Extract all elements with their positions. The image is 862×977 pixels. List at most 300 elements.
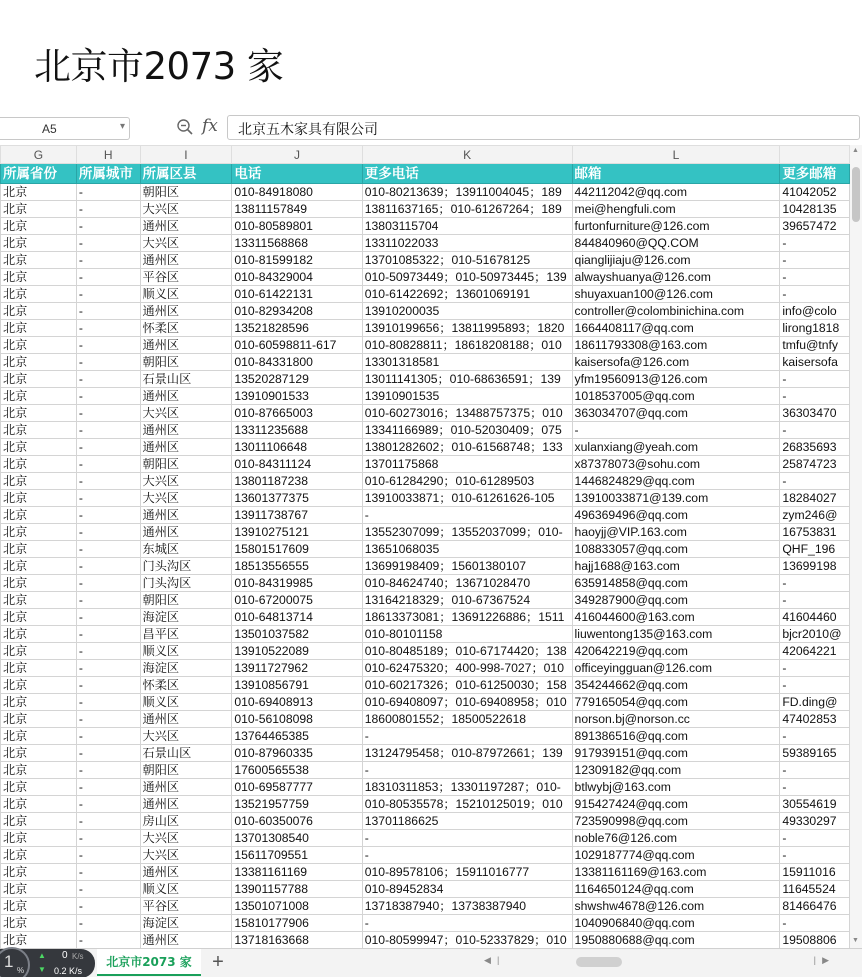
- table-cell[interactable]: 北京: [1, 337, 77, 354]
- table-cell[interactable]: -: [76, 439, 140, 456]
- table-cell[interactable]: 635914858@qq.com: [572, 575, 780, 592]
- table-cell[interactable]: 北京: [1, 745, 77, 762]
- table-cell[interactable]: -: [362, 915, 572, 932]
- table-cell[interactable]: 1040906840@qq.com: [572, 915, 780, 932]
- column-letter[interactable]: [780, 146, 850, 164]
- table-cell[interactable]: -: [76, 847, 140, 864]
- plus-icon[interactable]: +: [212, 951, 224, 973]
- table-cell[interactable]: 81466476: [780, 898, 850, 915]
- table-cell[interactable]: 北京: [1, 643, 77, 660]
- table-cell[interactable]: 13701175868: [362, 456, 572, 473]
- table-cell[interactable]: 平谷区: [140, 269, 232, 286]
- table-cell[interactable]: 海淀区: [140, 915, 232, 932]
- table-cell[interactable]: 1950880688@qq.com: [572, 932, 780, 949]
- column-letter[interactable]: J: [232, 146, 362, 164]
- table-cell[interactable]: -: [572, 422, 780, 439]
- table-cell[interactable]: 北京: [1, 830, 77, 847]
- table-cell[interactable]: 北京: [1, 320, 77, 337]
- table-cell[interactable]: 北京: [1, 762, 77, 779]
- table-cell[interactable]: 13910901533: [232, 388, 362, 405]
- table-cell[interactable]: 北京: [1, 422, 77, 439]
- table-cell[interactable]: -: [76, 660, 140, 677]
- table-cell[interactable]: 大兴区: [140, 830, 232, 847]
- table-cell[interactable]: 大兴区: [140, 405, 232, 422]
- table-cell[interactable]: 北京: [1, 779, 77, 796]
- table-cell[interactable]: -: [76, 371, 140, 388]
- scroll-thumb[interactable]: [852, 167, 860, 222]
- table-cell[interactable]: 13521828596: [232, 320, 362, 337]
- table-cell[interactable]: 13718163668: [232, 932, 362, 949]
- table-cell[interactable]: 25874723: [780, 456, 850, 473]
- table-cell[interactable]: 北京: [1, 201, 77, 218]
- table-cell[interactable]: 010-80828811；18618208188；010: [362, 337, 572, 354]
- table-cell[interactable]: 18310311853；13301197287；010-: [362, 779, 572, 796]
- table-cell[interactable]: info@colo: [780, 303, 850, 320]
- table-cell[interactable]: 010-84319985: [232, 575, 362, 592]
- table-cell[interactable]: 010-81599182: [232, 252, 362, 269]
- table-cell[interactable]: -: [76, 354, 140, 371]
- table-cell[interactable]: 010-84311124: [232, 456, 362, 473]
- table-cell[interactable]: 010-84918080: [232, 184, 362, 201]
- table-cell[interactable]: -: [76, 626, 140, 643]
- table-cell[interactable]: 北京: [1, 388, 77, 405]
- table-cell[interactable]: 朝阳区: [140, 762, 232, 779]
- table-cell[interactable]: alwayshuanya@126.com: [572, 269, 780, 286]
- scroll-up-icon[interactable]: ▲: [852, 147, 859, 154]
- table-cell[interactable]: zym246@: [780, 507, 850, 524]
- table-cell[interactable]: btlwybj@163.com: [572, 779, 780, 796]
- table-cell[interactable]: 1164650124@qq.com: [572, 881, 780, 898]
- table-cell[interactable]: 通州区: [140, 796, 232, 813]
- table-cell[interactable]: 010-84331800: [232, 354, 362, 371]
- table-cell[interactable]: 北京: [1, 558, 77, 575]
- table-cell[interactable]: 13699198409；15601380107: [362, 558, 572, 575]
- table-cell[interactable]: 010-84624740；13671028470: [362, 575, 572, 592]
- table-cell[interactable]: 昌平区: [140, 626, 232, 643]
- table-cell[interactable]: 石景山区: [140, 745, 232, 762]
- table-cell[interactable]: 大兴区: [140, 490, 232, 507]
- table-cell[interactable]: -: [76, 490, 140, 507]
- table-cell[interactable]: 41604460: [780, 609, 850, 626]
- table-cell[interactable]: 门头沟区: [140, 558, 232, 575]
- table-cell[interactable]: 朝阳区: [140, 184, 232, 201]
- table-cell[interactable]: 18513556555: [232, 558, 362, 575]
- table-cell[interactable]: 010-69587777: [232, 779, 362, 796]
- table-cell[interactable]: x87378073@sohu.com: [572, 456, 780, 473]
- table-cell[interactable]: -: [76, 456, 140, 473]
- table-cell[interactable]: 大兴区: [140, 201, 232, 218]
- table-cell[interactable]: 420642219@qq.com: [572, 643, 780, 660]
- table-cell[interactable]: 平谷区: [140, 898, 232, 915]
- table-cell[interactable]: -: [780, 473, 850, 490]
- table-cell[interactable]: shwshw4678@126.com: [572, 898, 780, 915]
- table-cell[interactable]: 北京: [1, 405, 77, 422]
- table-cell[interactable]: 北京: [1, 915, 77, 932]
- table-cell[interactable]: officeyingguan@126.com: [572, 660, 780, 677]
- table-cell[interactable]: 北京: [1, 269, 77, 286]
- table-cell[interactable]: -: [76, 422, 140, 439]
- table-cell[interactable]: -: [76, 558, 140, 575]
- table-cell[interactable]: -: [780, 677, 850, 694]
- table-cell[interactable]: 010-60217326；010-61250030；158: [362, 677, 572, 694]
- table-cell[interactable]: 北京: [1, 371, 77, 388]
- table-cell[interactable]: 49330297: [780, 813, 850, 830]
- table-cell[interactable]: 010-87665003: [232, 405, 362, 422]
- table-cell[interactable]: -: [362, 728, 572, 745]
- table-cell[interactable]: 顺义区: [140, 881, 232, 898]
- table-cell[interactable]: 13311235688: [232, 422, 362, 439]
- table-cell[interactable]: -: [76, 218, 140, 235]
- table-cell[interactable]: -: [76, 524, 140, 541]
- table-cell[interactable]: 13911727962: [232, 660, 362, 677]
- table-cell[interactable]: 010-80535578；15210125019；010: [362, 796, 572, 813]
- table-cell[interactable]: 北京: [1, 694, 77, 711]
- table-cell[interactable]: 大兴区: [140, 473, 232, 490]
- header-cell[interactable]: 更多邮箱: [780, 164, 850, 184]
- table-cell[interactable]: 442112042@qq.com: [572, 184, 780, 201]
- table-cell[interactable]: -: [76, 711, 140, 728]
- table-cell[interactable]: noble76@126.com: [572, 830, 780, 847]
- table-cell[interactable]: 通州区: [140, 388, 232, 405]
- table-cell[interactable]: 010-80589801: [232, 218, 362, 235]
- table-cell[interactable]: 723590998@qq.com: [572, 813, 780, 830]
- scroll-thumb-horizontal[interactable]: [576, 957, 622, 967]
- table-cell[interactable]: -: [780, 235, 850, 252]
- table-cell[interactable]: 石景山区: [140, 371, 232, 388]
- table-cell[interactable]: -: [780, 575, 850, 592]
- formula-input[interactable]: 北京五木家具有限公司: [227, 115, 860, 140]
- table-cell[interactable]: 通州区: [140, 779, 232, 796]
- table-cell[interactable]: 13501071008: [232, 898, 362, 915]
- table-cell[interactable]: 13011106648: [232, 439, 362, 456]
- table-cell[interactable]: 朝阳区: [140, 592, 232, 609]
- table-cell[interactable]: 915427424@qq.com: [572, 796, 780, 813]
- table-cell[interactable]: 北京: [1, 303, 77, 320]
- table-cell[interactable]: -: [76, 694, 140, 711]
- table-cell[interactable]: 363034707@qq.com: [572, 405, 780, 422]
- table-cell[interactable]: -: [76, 286, 140, 303]
- header-cell[interactable]: 所属省份: [1, 164, 77, 184]
- table-cell[interactable]: -: [76, 388, 140, 405]
- table-cell[interactable]: 010-89452834: [362, 881, 572, 898]
- table-cell[interactable]: 416044600@163.com: [572, 609, 780, 626]
- table-cell[interactable]: 41042052: [780, 184, 850, 201]
- table-cell[interactable]: -: [76, 728, 140, 745]
- table-cell[interactable]: -: [76, 932, 140, 949]
- header-cell[interactable]: 所属城市: [76, 164, 140, 184]
- table-cell[interactable]: 13651068035: [362, 541, 572, 558]
- table-cell[interactable]: 通州区: [140, 507, 232, 524]
- table-cell[interactable]: -: [76, 643, 140, 660]
- table-cell[interactable]: 1018537005@qq.com: [572, 388, 780, 405]
- table-cell[interactable]: 北京: [1, 847, 77, 864]
- table-cell[interactable]: -: [76, 541, 140, 558]
- table-cell[interactable]: 海淀区: [140, 609, 232, 626]
- table-cell[interactable]: 13910275121: [232, 524, 362, 541]
- table-cell[interactable]: 通州区: [140, 524, 232, 541]
- table-cell[interactable]: 通州区: [140, 439, 232, 456]
- table-cell[interactable]: -: [76, 507, 140, 524]
- table-cell[interactable]: -: [780, 371, 850, 388]
- table-cell[interactable]: 13701085322；010-51678125: [362, 252, 572, 269]
- table-cell[interactable]: norson.bj@norson.cc: [572, 711, 780, 728]
- table-cell[interactable]: 010-62475320；400-998-7027；010: [362, 660, 572, 677]
- table-cell[interactable]: 010-60273016；13488757375；010: [362, 405, 572, 422]
- magnifier-minus-icon[interactable]: [176, 118, 194, 136]
- table-cell[interactable]: xulanxiang@yeah.com: [572, 439, 780, 456]
- table-cell[interactable]: FD.ding@: [780, 694, 850, 711]
- table-cell[interactable]: -: [780, 830, 850, 847]
- table-cell[interactable]: 大兴区: [140, 847, 232, 864]
- table-cell[interactable]: 13699198: [780, 558, 850, 575]
- table-cell[interactable]: 北京: [1, 881, 77, 898]
- table-cell[interactable]: bjcr2010@: [780, 626, 850, 643]
- function-icon[interactable]: fx: [202, 116, 218, 136]
- table-cell[interactable]: 通州区: [140, 218, 232, 235]
- table-cell[interactable]: 13910033871@139.com: [572, 490, 780, 507]
- table-cell[interactable]: 通州区: [140, 864, 232, 881]
- table-cell[interactable]: 354244662@qq.com: [572, 677, 780, 694]
- table-cell[interactable]: 北京: [1, 541, 77, 558]
- table-cell[interactable]: 房山区: [140, 813, 232, 830]
- table-cell[interactable]: 13910522089: [232, 643, 362, 660]
- table-cell[interactable]: tmfu@tnfy: [780, 337, 850, 354]
- table-cell[interactable]: hajj1688@163.com: [572, 558, 780, 575]
- table-cell[interactable]: 北京: [1, 218, 77, 235]
- table-cell[interactable]: -: [76, 235, 140, 252]
- table-cell[interactable]: 010-80101158: [362, 626, 572, 643]
- table-cell[interactable]: furtonfurniture@126.com: [572, 218, 780, 235]
- table-cell[interactable]: 010-87960335: [232, 745, 362, 762]
- table-cell[interactable]: 13764465385: [232, 728, 362, 745]
- table-cell[interactable]: 北京: [1, 864, 77, 881]
- table-cell[interactable]: QHF_196: [780, 541, 850, 558]
- table-cell[interactable]: 13910856791: [232, 677, 362, 694]
- network-speed-widget[interactable]: [0, 949, 95, 977]
- column-letter[interactable]: L: [572, 146, 780, 164]
- table-cell[interactable]: 18613373081；13691226886；1511: [362, 609, 572, 626]
- table-cell[interactable]: controller@colombinichina.com: [572, 303, 780, 320]
- table-cell[interactable]: kaisersofa@126.com: [572, 354, 780, 371]
- table-cell[interactable]: 13811157849: [232, 201, 362, 218]
- table-cell[interactable]: qianglijiaju@126.com: [572, 252, 780, 269]
- table-cell[interactable]: -: [362, 507, 572, 524]
- table-cell[interactable]: 北京: [1, 626, 77, 643]
- table-cell[interactable]: 15911016: [780, 864, 850, 881]
- table-cell[interactable]: 26835693: [780, 439, 850, 456]
- table-cell[interactable]: 13811637165；010-61267264；189: [362, 201, 572, 218]
- table-cell[interactable]: -: [76, 405, 140, 422]
- table-cell[interactable]: 010-80213639；13911004045；189: [362, 184, 572, 201]
- table-cell[interactable]: -: [76, 745, 140, 762]
- table-cell[interactable]: 大兴区: [140, 728, 232, 745]
- table-cell[interactable]: shuyaxuan100@126.com: [572, 286, 780, 303]
- table-cell[interactable]: 13521957759: [232, 796, 362, 813]
- table-cell[interactable]: 北京: [1, 728, 77, 745]
- header-cell[interactable]: 邮箱: [572, 164, 780, 184]
- table-cell[interactable]: 北京: [1, 473, 77, 490]
- header-cell[interactable]: 更多电话: [362, 164, 572, 184]
- table-cell[interactable]: 13803115704: [362, 218, 572, 235]
- table-cell[interactable]: 通州区: [140, 303, 232, 320]
- table-cell[interactable]: 010-64813714: [232, 609, 362, 626]
- table-cell[interactable]: 11645524: [780, 881, 850, 898]
- table-cell[interactable]: -: [76, 184, 140, 201]
- table-cell[interactable]: haoyjj@VIP.163.com: [572, 524, 780, 541]
- table-cell[interactable]: -: [780, 592, 850, 609]
- table-cell[interactable]: 15810177906: [232, 915, 362, 932]
- table-cell[interactable]: 北京: [1, 932, 77, 949]
- table-cell[interactable]: -: [76, 915, 140, 932]
- sheet-tab-active[interactable]: 北京市2073 家: [97, 949, 201, 976]
- table-cell[interactable]: -: [362, 847, 572, 864]
- table-cell[interactable]: yfm19560913@126.com: [572, 371, 780, 388]
- table-cell[interactable]: -: [780, 388, 850, 405]
- table-cell[interactable]: 13381161169@163.com: [572, 864, 780, 881]
- table-cell[interactable]: 13520287129: [232, 371, 362, 388]
- table-cell[interactable]: 13381161169: [232, 864, 362, 881]
- table-cell[interactable]: 010-84329004: [232, 269, 362, 286]
- table-cell[interactable]: 496369496@qq.com: [572, 507, 780, 524]
- table-cell[interactable]: -: [780, 286, 850, 303]
- table-cell[interactable]: 010-80599947；010-52337829；010: [362, 932, 572, 949]
- table-cell[interactable]: 13311568868: [232, 235, 362, 252]
- table-cell[interactable]: -: [76, 830, 140, 847]
- table-cell[interactable]: -: [76, 337, 140, 354]
- table-cell[interactable]: 349287900@qq.com: [572, 592, 780, 609]
- table-cell[interactable]: 门头沟区: [140, 575, 232, 592]
- table-cell[interactable]: 010-82934208: [232, 303, 362, 320]
- table-cell[interactable]: 13301318581: [362, 354, 572, 371]
- table-cell[interactable]: -: [780, 660, 850, 677]
- table-cell[interactable]: 北京: [1, 439, 77, 456]
- table-cell[interactable]: 18600801552；18500522618: [362, 711, 572, 728]
- table-cell[interactable]: 通州区: [140, 252, 232, 269]
- table-cell[interactable]: 010-61422131: [232, 286, 362, 303]
- table-cell[interactable]: 10428135: [780, 201, 850, 218]
- table-cell[interactable]: 北京: [1, 592, 77, 609]
- table-cell[interactable]: 010-69408913: [232, 694, 362, 711]
- table-cell[interactable]: 010-80485189；010-67174420；138: [362, 643, 572, 660]
- scroll-right-icon[interactable]: ▶: [822, 955, 829, 965]
- table-cell[interactable]: 42064221: [780, 643, 850, 660]
- table-cell[interactable]: 通州区: [140, 711, 232, 728]
- table-cell[interactable]: 顺义区: [140, 694, 232, 711]
- table-cell[interactable]: -: [76, 813, 140, 830]
- table-cell[interactable]: 北京: [1, 252, 77, 269]
- table-cell[interactable]: 917939151@qq.com: [572, 745, 780, 762]
- table-cell[interactable]: 顺义区: [140, 286, 232, 303]
- table-cell[interactable]: 1029187774@qq.com: [572, 847, 780, 864]
- table-cell[interactable]: 大兴区: [140, 235, 232, 252]
- table-cell[interactable]: 19508806: [780, 932, 850, 949]
- table-cell[interactable]: 北京: [1, 286, 77, 303]
- table-cell[interactable]: 北京: [1, 456, 77, 473]
- table-cell[interactable]: -: [76, 864, 140, 881]
- table-cell[interactable]: 010-60598811-617: [232, 337, 362, 354]
- table-cell[interactable]: -: [76, 320, 140, 337]
- table-cell[interactable]: 39657472: [780, 218, 850, 235]
- table-cell[interactable]: 13911738767: [232, 507, 362, 524]
- table-cell[interactable]: 16753831: [780, 524, 850, 541]
- table-cell[interactable]: -: [76, 796, 140, 813]
- table-cell[interactable]: -: [780, 252, 850, 269]
- table-cell[interactable]: 13601377375: [232, 490, 362, 507]
- table-cell[interactable]: 13910901535: [362, 388, 572, 405]
- table-cell[interactable]: -: [362, 830, 572, 847]
- table-cell[interactable]: -: [780, 269, 850, 286]
- table-cell[interactable]: 北京: [1, 813, 77, 830]
- table-cell[interactable]: -: [76, 269, 140, 286]
- table-cell[interactable]: -: [780, 762, 850, 779]
- table-cell[interactable]: -: [780, 728, 850, 745]
- table-cell[interactable]: 13311022033: [362, 235, 572, 252]
- table-cell[interactable]: 13910200035: [362, 303, 572, 320]
- table-cell[interactable]: 顺义区: [140, 643, 232, 660]
- column-letter[interactable]: I: [140, 146, 232, 164]
- table-cell[interactable]: -: [76, 881, 140, 898]
- table-cell[interactable]: -: [76, 762, 140, 779]
- chevron-down-icon[interactable]: ▾: [119, 121, 125, 132]
- table-cell[interactable]: -: [76, 609, 140, 626]
- table-cell[interactable]: 891386516@qq.com: [572, 728, 780, 745]
- table-cell[interactable]: 108833057@qq.com: [572, 541, 780, 558]
- table-cell[interactable]: 13501037582: [232, 626, 362, 643]
- table-cell[interactable]: 010-50973449；010-50973445；139: [362, 269, 572, 286]
- column-letter[interactable]: H: [76, 146, 140, 164]
- table-cell[interactable]: -: [76, 575, 140, 592]
- table-cell[interactable]: 通州区: [140, 422, 232, 439]
- table-cell[interactable]: -: [780, 422, 850, 439]
- table-cell[interactable]: 010-89578106；15911016777: [362, 864, 572, 881]
- horizontal-scrollbar[interactable]: [484, 955, 829, 969]
- table-cell[interactable]: 13910199656；13811995893；1820: [362, 320, 572, 337]
- scroll-down-icon[interactable]: ▼: [852, 937, 859, 944]
- table-cell[interactable]: 15801517609: [232, 541, 362, 558]
- table-cell[interactable]: 13701308540: [232, 830, 362, 847]
- table-cell[interactable]: -: [76, 898, 140, 915]
- table-cell[interactable]: 北京: [1, 898, 77, 915]
- table-cell[interactable]: 1446824829@qq.com: [572, 473, 780, 490]
- table-cell[interactable]: 怀柔区: [140, 320, 232, 337]
- column-letter[interactable]: G: [1, 146, 77, 164]
- table-cell[interactable]: 12309182@qq.com: [572, 762, 780, 779]
- table-cell[interactable]: 010-67200075: [232, 592, 362, 609]
- table-cell[interactable]: 13011141305；010-68636591；139: [362, 371, 572, 388]
- table-cell[interactable]: -: [76, 252, 140, 269]
- scroll-left-icon[interactable]: ◀: [484, 955, 491, 965]
- table-cell[interactable]: liuwentong135@163.com: [572, 626, 780, 643]
- table-cell[interactable]: -: [780, 915, 850, 932]
- table-cell[interactable]: 59389165: [780, 745, 850, 762]
- table-cell[interactable]: 1664408117@qq.com: [572, 320, 780, 337]
- table-cell[interactable]: 779165054@qq.com: [572, 694, 780, 711]
- spreadsheet-grid[interactable]: [0, 145, 850, 948]
- table-cell[interactable]: -: [76, 677, 140, 694]
- table-cell[interactable]: 北京: [1, 575, 77, 592]
- vertical-scrollbar[interactable]: [850, 145, 862, 948]
- table-cell[interactable]: 北京: [1, 507, 77, 524]
- table-cell[interactable]: 18284027: [780, 490, 850, 507]
- table-cell[interactable]: 13124795458；010-87972661；139: [362, 745, 572, 762]
- table-cell[interactable]: 13341166989；010-52030409；075: [362, 422, 572, 439]
- table-cell[interactable]: 北京: [1, 354, 77, 371]
- table-cell[interactable]: 010-69408097；010-69408958；010: [362, 694, 572, 711]
- table-cell[interactable]: 844840960@QQ.COM: [572, 235, 780, 252]
- table-cell[interactable]: mei@hengfuli.com: [572, 201, 780, 218]
- table-cell[interactable]: 13552307099；13552037099；010-: [362, 524, 572, 541]
- table-cell[interactable]: 18611793308@163.com: [572, 337, 780, 354]
